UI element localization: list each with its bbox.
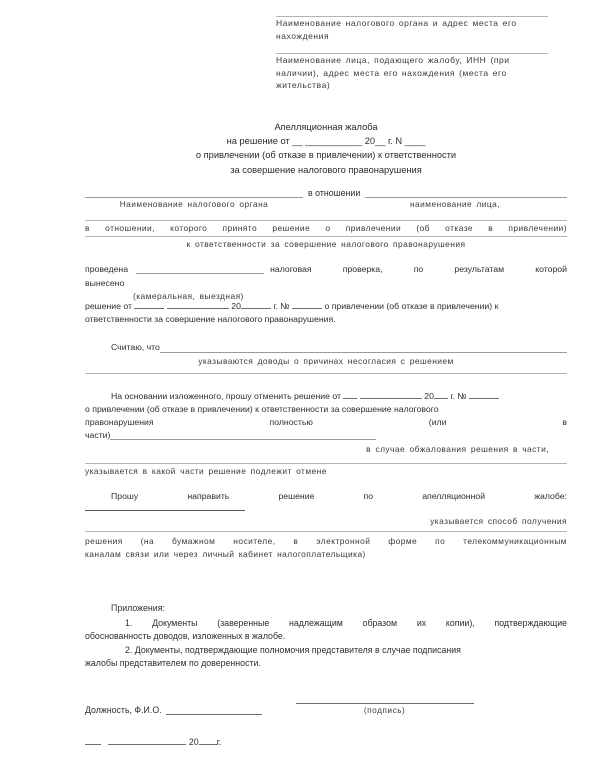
date-row <box>85 737 567 747</box>
request-line-3 <box>85 416 567 429</box>
request-lead-text: На основании изложенного, прошу отменить решение от <box>111 391 342 401</box>
signature-block <box>85 695 567 747</box>
send-method-block <box>85 490 567 560</box>
send-note-line-1: решения (на бумажном носителе, в электронной форме по телекоммуникационным <box>85 536 567 546</box>
request-year-label: 20 <box>424 391 434 401</box>
decision-from-label: решение от <box>85 301 132 311</box>
partial-rule <box>85 463 567 464</box>
date-day-blank[interactable] <box>85 737 101 745</box>
title-line-3: о привлечении (об отказе в привлечении) к ответственности <box>195 150 457 161</box>
send-caption: указывается способ получения <box>430 516 567 526</box>
audit-lead-label: проведена <box>85 264 129 274</box>
title-line-2: на решение от __ ___________ 20__ г. N ____ <box>226 136 426 147</box>
person-name-blank[interactable] <box>365 197 567 198</box>
send-word-2: решение <box>278 491 315 501</box>
request-year-blank[interactable] <box>434 390 448 399</box>
request-number-label: г. № <box>450 391 467 401</box>
attachment-2-line-2: жалобы представителем по доверенности. <box>85 658 261 669</box>
header-address-block <box>276 16 548 92</box>
decision-line-1 <box>85 300 567 313</box>
relation-captions <box>85 199 567 209</box>
attachments-block <box>85 602 567 671</box>
decision-number-blank[interactable] <box>292 300 322 309</box>
decision-year-label: 20 <box>231 301 241 311</box>
relation-decision-rule-bottom <box>85 236 567 237</box>
relation-fill-line <box>85 187 567 198</box>
audit-kind-blank[interactable] <box>136 273 264 274</box>
request-part-blank[interactable] <box>110 439 376 440</box>
request-part-label: части) <box>85 430 111 440</box>
decision-day-blank[interactable] <box>134 300 164 309</box>
relation-decision-block <box>85 220 567 250</box>
decision-block <box>85 300 567 326</box>
relation-decision-rule-top <box>85 220 567 221</box>
person-name-caption: наименование лица, <box>409 199 501 209</box>
issued-label: вынесено <box>85 278 125 288</box>
decision-number-label: г. № <box>273 301 290 311</box>
relation-row <box>85 187 567 213</box>
signature-caption: (подпись) <box>363 705 406 715</box>
date-g-label: г. <box>216 737 222 747</box>
tax-authority-blank[interactable] <box>85 197 303 198</box>
send-word-5: жалобе: <box>534 491 567 501</box>
believe-label: Считаю, что <box>111 342 160 352</box>
send-word-4: апелляционной <box>422 491 486 501</box>
audit-line <box>85 263 567 276</box>
relation-decision-text: в отношении, которого принято решение о привлечении (об отказе в привлечении) <box>85 223 567 233</box>
attachment-1-line-2: обоснованность доводов, изложенных в жалобе. <box>85 631 286 642</box>
believe-rule-bottom <box>85 373 567 374</box>
addressee-caption: Наименование налогового органа и адрес места его нахождения <box>276 18 517 41</box>
send-blank-row <box>85 510 567 511</box>
request-line-2: о привлечении (об отказе в привлечении) к ответственности за совершение налогового <box>85 404 439 414</box>
attachment-2-line-1: 2. Документы, подтверждающие полномочия представителя в случае подписания <box>125 644 461 655</box>
responsibility-caption: к ответственности за совершение налогового правонарушения <box>186 239 466 249</box>
decision-month-blank[interactable] <box>167 300 229 309</box>
decision-line-2: ответственности за совершение налогового правонарушения. <box>85 314 336 324</box>
request-or-label: (или <box>428 417 447 427</box>
send-word-1: направить <box>187 491 230 501</box>
believe-arguments-blank[interactable] <box>160 352 567 353</box>
request-line-1 <box>85 390 567 403</box>
believe-caption: указываются доводы о причинах несогласия с решением <box>198 356 454 366</box>
header-gap <box>276 42 548 53</box>
send-note-rule <box>85 531 567 532</box>
decision-year-blank[interactable] <box>241 300 271 309</box>
attachment-1-line-1: 1. Документы (заверенные надлежащим образом их копии), подтверждающие <box>125 617 567 628</box>
signature-blank[interactable] <box>296 695 474 704</box>
audit-block <box>85 263 567 302</box>
send-word-0: Прошу <box>111 491 139 501</box>
send-line <box>85 490 567 503</box>
partial-caption-1: в случае обжалования решения в части, <box>366 444 549 454</box>
request-violation-label: правонарушения <box>85 417 154 427</box>
tax-authority-caption: Наименование налогового органа <box>119 199 269 209</box>
decision-tail-text: о привлечении (об отказе в привлечении) к <box>324 301 499 311</box>
audit-kind-caption: (камеральная, выездная) <box>133 291 244 301</box>
audit-tail-text: налоговая проверка, по результатам которой <box>270 264 567 274</box>
partial-caption-block <box>85 463 567 477</box>
send-note-line-2: каналам связи или через личный кабинет налогоплательщика) <box>85 549 366 559</box>
request-block <box>85 390 567 455</box>
partial-caption-2: указывается в какой части решение подлежит отмене <box>85 466 327 476</box>
request-in-label: в <box>562 417 567 427</box>
send-word-3: по <box>363 491 374 501</box>
date-month-blank[interactable] <box>108 737 186 745</box>
request-day-blank[interactable] <box>343 390 357 399</box>
date-year-blank[interactable] <box>199 737 217 745</box>
request-number-blank[interactable] <box>469 390 499 399</box>
attachments-heading: Приложения: <box>111 603 165 613</box>
request-full-label: полностью <box>269 417 313 427</box>
date-year-label: 20 <box>188 737 199 747</box>
document-title <box>85 120 567 177</box>
request-month-blank[interactable] <box>360 390 422 399</box>
believe-line <box>85 341 567 354</box>
request-line-4 <box>85 429 567 442</box>
relation-label: в отношении <box>308 188 361 198</box>
believe-block <box>85 341 567 374</box>
send-method-blank[interactable] <box>85 510 245 511</box>
signature-row <box>85 695 567 715</box>
position-fio-blank[interactable] <box>166 706 262 715</box>
title-line-1: Апелляционная жалоба <box>274 122 378 132</box>
title-line-4: за совершение налогового правонарушения <box>230 164 422 175</box>
applicant-caption: Наименование лица, подающего жалобу, ИНН (при наличии), адрес места его нахождения (места его жительства) <box>276 55 510 91</box>
position-fio-label: Должность, Ф.И.О. <box>85 705 162 715</box>
signature-column <box>296 695 474 715</box>
